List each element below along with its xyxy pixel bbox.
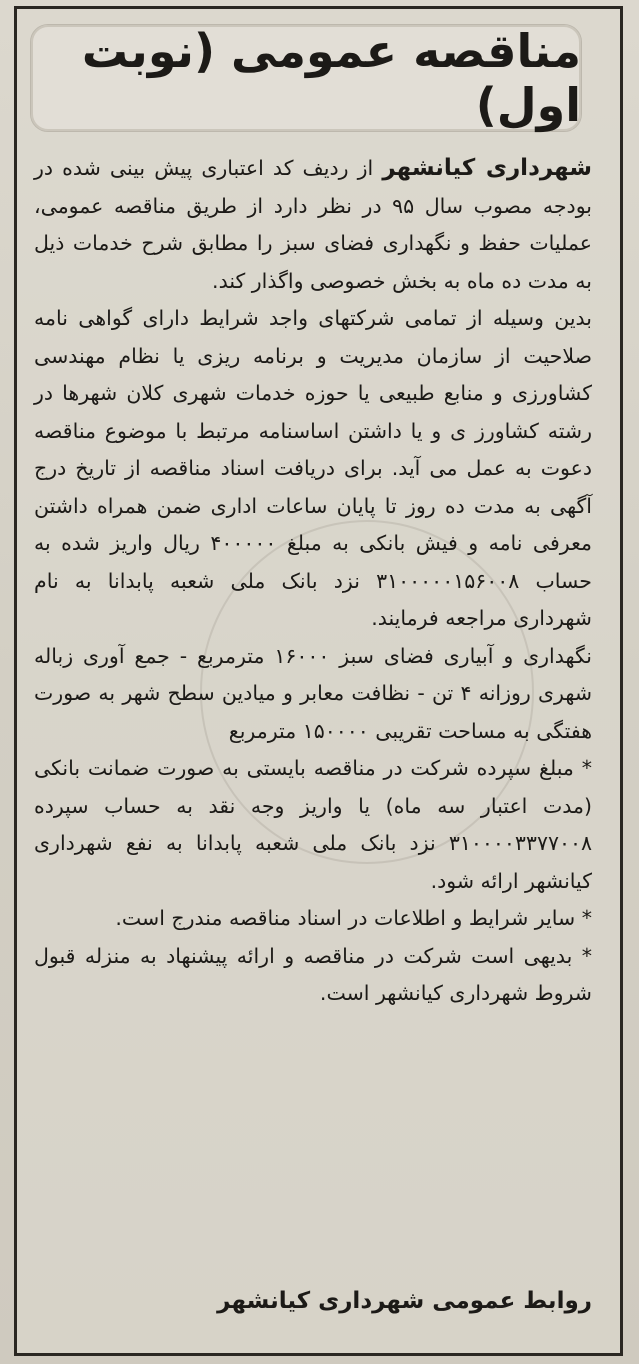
paragraph-intro [34, 150, 592, 300]
paragraph-1: از ردیف کد اعتباری پیش بینی شده در بودجه مصوب سال ۹۵ در نظر دارد از طریق مناقصه عمومی، عملیات حفظ و نگهداری فضای سبز را مطابق شرح خدمات ذیل به مدت ده ماه به بخش خصوصی واگذار کند. [34, 156, 592, 293]
ad-title: مناقصه عمومی (نوبت اول) [81, 24, 581, 132]
ad-body [34, 150, 592, 1013]
paragraph-acceptance: * بدیهی است شرکت در مناقصه و ارائه پیشنهاد به منزله قبول شروط شهرداری کیانشهر است. [34, 943, 592, 1005]
paragraph-2: بدین وسیله از تمامی شرکتهای واجد شرایط دارای گواهی نامه صلاحیت از سازمان مدیریت و برنامه ریزی یا نظام مهندسی کشاورزی و منابع طبیعی یا حوزه خدمات شهری کلان شهرها در رشته کشاورز ی و یا داشتن اساسنامه مرتبط با موضوع مناقصه دعوت به عمل می آید. برای دریافت اسناد مناقصه از تاریخ درج آگهی به مدت ده روز تا پایان ساعات اداری ضمن همراه داشتن معرفی نامه و فیش بانکی به مبلغ ۴۰۰۰۰۰ ریال واریز شده به حساب ۳۱۰۰۰۰۰۱۵۶۰۰۸ نزد بانک ملی شعبه پابدانا به نام شهرداری مراجعه فرمایند. [34, 306, 592, 630]
org-name: شهرداری کیانشهر [382, 155, 592, 181]
paragraph-deposit: * مبلغ سپرده شرکت در مناقصه بایستی به صورت ضمانت بانکی (مدت اعتبار سه ماه) یا واریز وجه نقد به حساب سپرده ۳۱۰۰۰۰۳۳۷۷۰۰۸ نزد بانک ملی شعبه پابدانا به نفع شهرداری کیانشهر ارائه شود. [34, 756, 592, 893]
paragraph-services: نگهداری و آبیاری فضای سبز ۱۶۰۰۰ مترمربع - جمع آوری زباله شهری روزانه ۴ تن - نظافت معابر و میادین سطح شهر به صورت هفتگی به مساحت تقریبی ۱۵۰۰۰۰ مترمربع [34, 643, 592, 743]
title-box [30, 24, 582, 132]
paragraph-conditions: * سایر شرایط و اطلاعات در اسناد مناقصه مندرج است. [115, 906, 592, 930]
ad-footer-signature: روابط عمومی شهرداری کیانشهر [217, 1288, 592, 1314]
